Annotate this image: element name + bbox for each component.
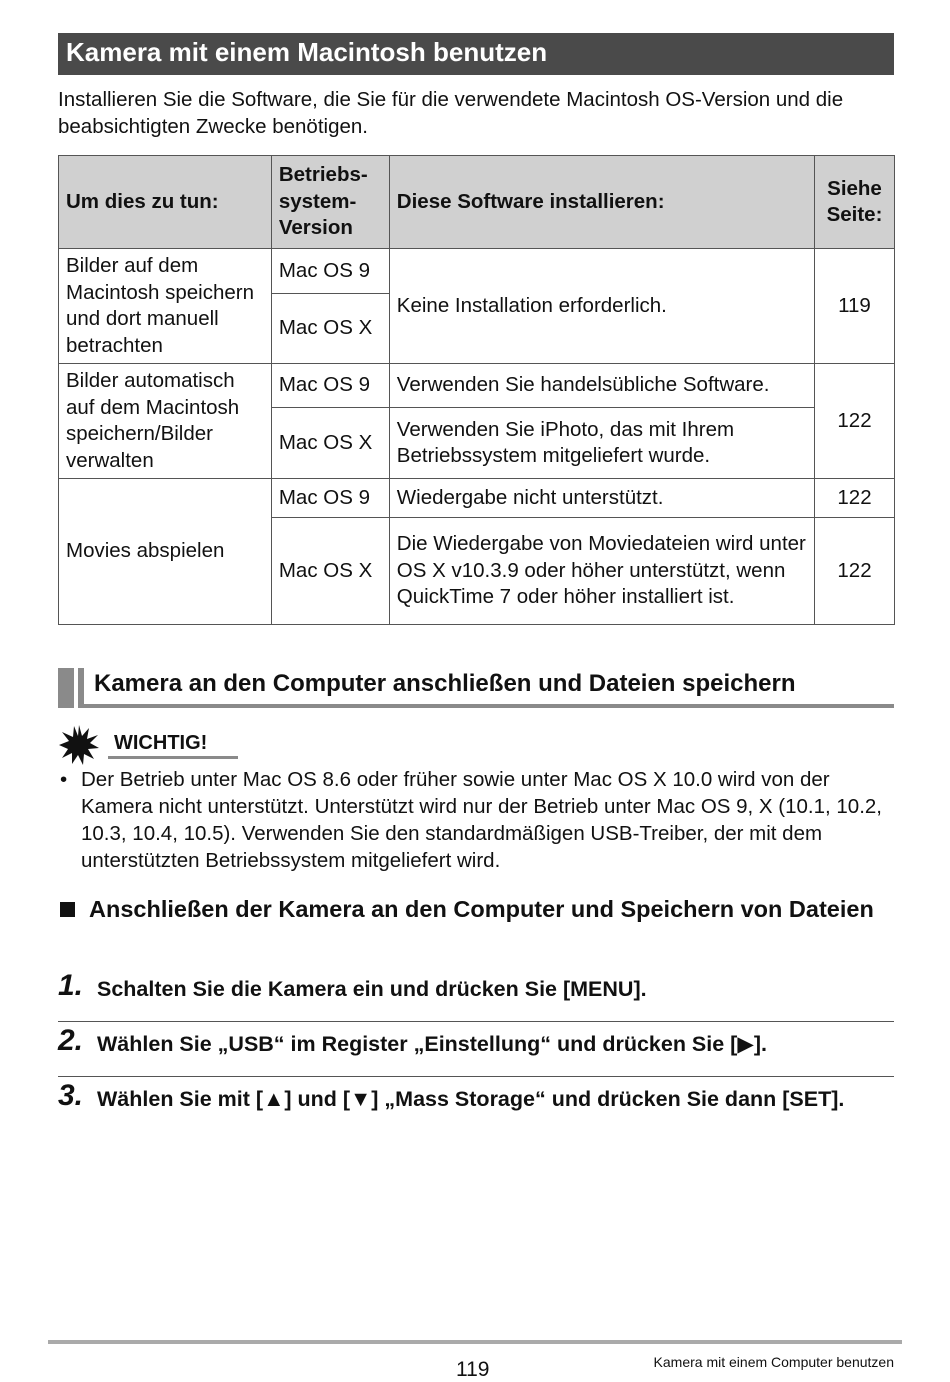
software-cell: Die Wiedergabe von Moviedateien wird unter OS X v10.3.9 oder höher unterstützt, wenn QuickTime 7 oder höher installiert ist. [389, 518, 814, 625]
section-marker-thin [78, 668, 84, 708]
section-marker [58, 668, 74, 708]
os-cell: Mac OS X [271, 408, 389, 479]
os-cell: Mac OS X [271, 518, 389, 625]
table-row [59, 364, 895, 408]
up-arrow-icon: ▲ [263, 1087, 285, 1111]
important-note-label [58, 722, 258, 766]
footer-chapter: Kamera mit einem Computer benutzen [653, 1354, 894, 1370]
page-ref-cell: 122 [815, 364, 895, 479]
page-ref-cell: 122 [815, 479, 895, 518]
os-cell: Mac OS X [271, 294, 389, 364]
step-3 [58, 1079, 894, 1113]
step-number: 2. [58, 1024, 84, 1057]
footer-divider [48, 1340, 902, 1344]
intro-text: Installieren Sie die Software, die Sie für die verwendete Macintosh OS-Version und die beabsichtigten Zwecke benötigen. [58, 88, 844, 138]
page-ref-cell: 122 [815, 518, 895, 625]
step-number: 3. [58, 1079, 84, 1112]
section-heading [58, 668, 894, 708]
page-ref-cell: 119 [815, 249, 895, 364]
os-cell: Mac OS 9 [271, 364, 389, 408]
section-underline [84, 704, 894, 708]
header-os-version: Betriebs- system- Version [271, 156, 389, 249]
step-2 [58, 1024, 894, 1058]
header-task: Um dies zu tun: [59, 156, 272, 249]
important-bullet [58, 766, 894, 874]
page-title: Kamera mit einem Macintosh benutzen [66, 37, 548, 67]
subsection-title: Anschließen der Kamera an den Computer und Speichern von Dateien [89, 896, 874, 922]
header-software: Diese Software installieren: [389, 156, 814, 249]
section-title: Kamera an den Computer anschließen und Dateien speichern [94, 670, 796, 697]
software-cell: Verwenden Sie handelsübliche Software. [389, 364, 814, 408]
task-cell: Bilder auf dem Macintosh speichern und dort manuell betrachten [59, 249, 272, 364]
table-header-row [59, 156, 895, 249]
right-arrow-icon: ▶ [737, 1032, 754, 1056]
header-page: Siehe Seite: [815, 156, 895, 249]
square-bullet-icon [60, 902, 75, 917]
software-cell: Keine Installation erforderlich. [389, 249, 814, 364]
step-text: Wählen Sie „USB“ im Register „Einstellung“ und drücken Sie [▶]. [97, 1032, 768, 1056]
os-cell: Mac OS 9 [271, 249, 389, 294]
table-row [59, 249, 895, 294]
subsection-heading [58, 894, 894, 924]
task-cell: Bilder automatisch auf dem Macintosh speichern/Bilder verwalten [59, 364, 272, 479]
step-1 [58, 969, 894, 1003]
bullet-text: Der Betrieb unter Mac OS 8.6 oder früher sowie unter Mac OS X 10.0 wird von der Kamera nicht unterstützt. Unterstützt wird nur der Betrieb unter Mac OS 9, X (10.1, 10.2, 10.3, 10.4, 10.5). Verwenden Sie den standardmäßigen USB-Treiber, der mit dem unterstützten Betriebssystem mitgeliefert wird. [81, 768, 883, 872]
down-arrow-icon: ▼ [350, 1087, 372, 1111]
software-cell: Wiedergabe nicht unterstützt. [389, 479, 814, 518]
page-title-bar [58, 33, 894, 75]
important-underline [108, 756, 238, 759]
page-number: 119 [456, 1358, 490, 1381]
os-cell: Mac OS 9 [271, 479, 389, 518]
step-number: 1. [58, 969, 84, 1002]
bullet-dot: • [60, 768, 68, 791]
step-text: Schalten Sie die Kamera ein und drücken Sie [MENU]. [97, 977, 647, 1001]
important-label: WICHTIG! [114, 732, 208, 754]
table-row [59, 479, 895, 518]
software-cell: Verwenden Sie iPhoto, das mit Ihrem Betriebssystem mitgeliefert wurde. [389, 408, 814, 479]
step-divider [58, 1021, 894, 1022]
starburst-icon [58, 724, 100, 766]
software-table [58, 155, 895, 625]
step-divider [58, 1076, 894, 1077]
step-text: Wählen Sie mit [▲] und [▼] „Mass Storage“ und drücken Sie dann [SET]. [97, 1087, 845, 1111]
task-cell: Movies abspielen [59, 479, 272, 625]
